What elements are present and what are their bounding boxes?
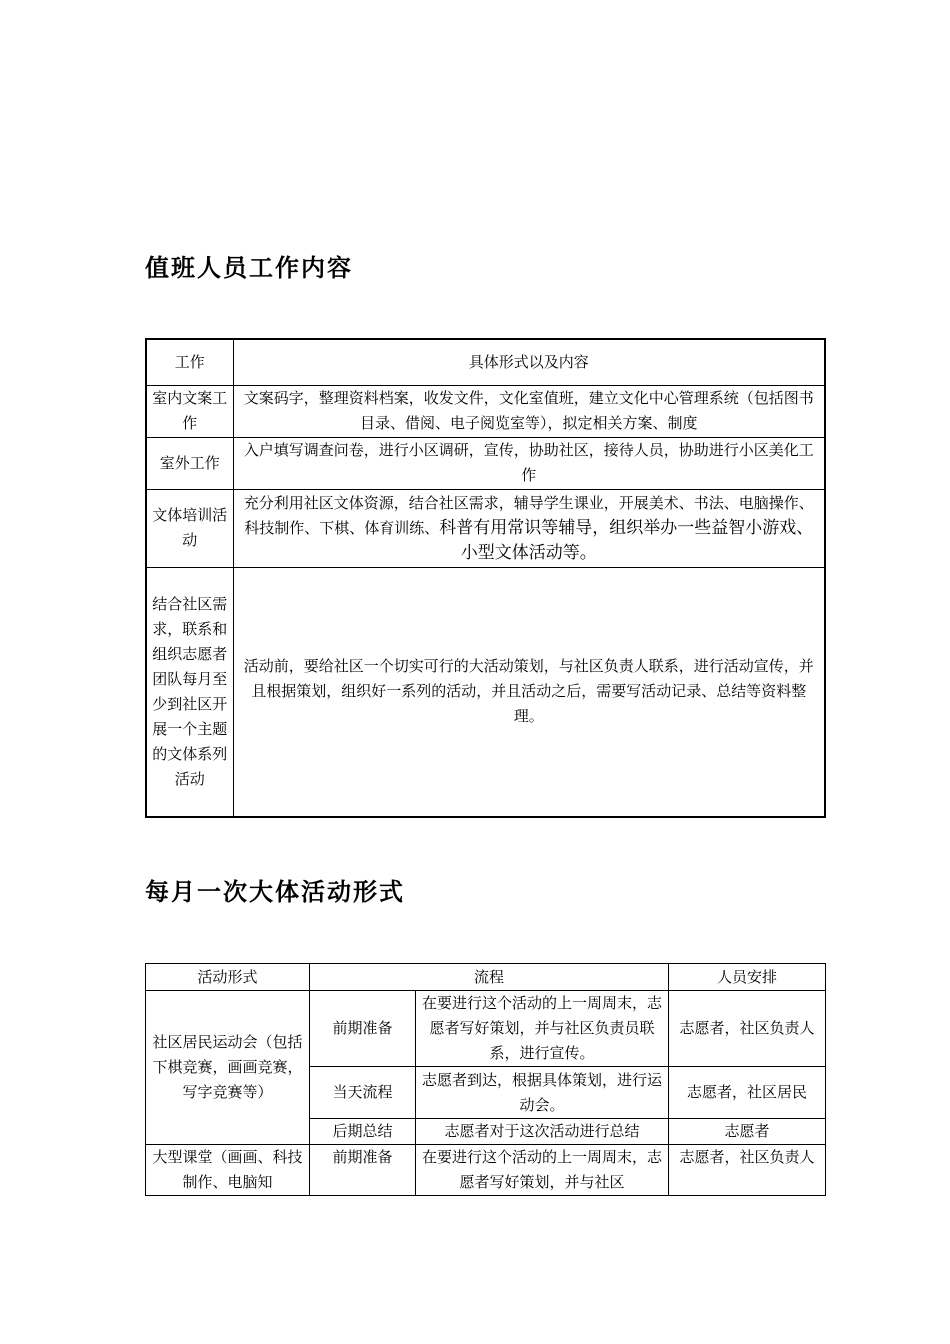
table-row [146, 991, 826, 1067]
section-title-monthly-activity: 每月一次大体活动形式 [145, 877, 405, 906]
desc-cell: 志愿者对于这次活动进行总结 [416, 1119, 669, 1145]
header-process: 流程 [310, 964, 669, 991]
table-row [146, 385, 825, 437]
work-cell: 室内文案工作 [146, 385, 233, 437]
section-title-duty-content: 值班人员工作内容 [145, 253, 353, 282]
table-row [146, 1145, 826, 1196]
work-cell: 结合社区需求，联系和组织志愿者团队每月至少到社区开展一个主题的文体系列活动 [146, 567, 233, 817]
table-header-row [146, 964, 826, 991]
content-cell: 活动前，要给社区一个切实可行的大活动策划，与社区负责人联系，进行活动宣传，并且根据策划，组织好一系列的活动，并且活动之后，需要写活动记录、总结等资料整理。 [233, 567, 825, 817]
content-text-part: 充分利用社区文体资源，结合社区需求，辅导学生课业，开展美术、书法、电脑操作、科技制作、下棋、体育训练、 [243, 493, 814, 537]
header-form: 活动形式 [146, 964, 310, 991]
desc-cell: 在要进行这个活动的上一周周末，志愿者写好策划，并与社区 [416, 1145, 669, 1196]
work-cell: 室外工作 [146, 437, 233, 489]
content-cell: 入户填写调查问卷，进行小区调研，宣传，协助社区，接待人员，协助进行小区美化工作 [233, 437, 825, 489]
staff-cell: 志愿者 [669, 1119, 826, 1145]
staff-cell: 志愿者，社区负责人 [669, 991, 826, 1067]
duty-content-table [145, 338, 826, 818]
content-text-part: 科普有用常识等辅导，组织举办一些益智小游戏、小型文体活动等。 [439, 517, 814, 563]
staff-cell: 志愿者，社区居民 [669, 1067, 826, 1119]
phase-cell: 当天流程 [310, 1067, 416, 1119]
table-header-row [146, 339, 825, 385]
table-row [146, 437, 825, 489]
content-cell [233, 489, 825, 567]
header-staff: 人员安排 [669, 964, 826, 991]
desc-cell: 志愿者到达，根据具体策划，进行运动会。 [416, 1067, 669, 1119]
desc-cell: 在要进行这个活动的上一周周末，志愿者写好策划，并与社区负责员联系，进行宣传。 [416, 991, 669, 1067]
staff-cell: 志愿者，社区负责人 [669, 1145, 826, 1196]
content-cell: 文案码字，整理资料档案，收发文件，文化室值班，建立文化中心管理系统（包括图书目录、借阅、电子阅览室等），拟定相关方案、制度 [233, 385, 825, 437]
monthly-activity-table [145, 963, 826, 1196]
table-row [146, 489, 825, 567]
work-cell: 文体培训活动 [146, 489, 233, 567]
activity-form-cell: 大型课堂（画画、科技制作、电脑知 [146, 1145, 310, 1196]
phase-cell: 后期总结 [310, 1119, 416, 1145]
header-work: 工作 [146, 339, 233, 385]
header-content: 具体形式以及内容 [233, 339, 825, 385]
table-row [146, 567, 825, 817]
activity-form-cell: 社区居民运动会（包括下棋竞赛，画画竞赛，写字竞赛等） [146, 991, 310, 1145]
phase-cell: 前期准备 [310, 991, 416, 1067]
phase-cell: 前期准备 [310, 1145, 416, 1196]
